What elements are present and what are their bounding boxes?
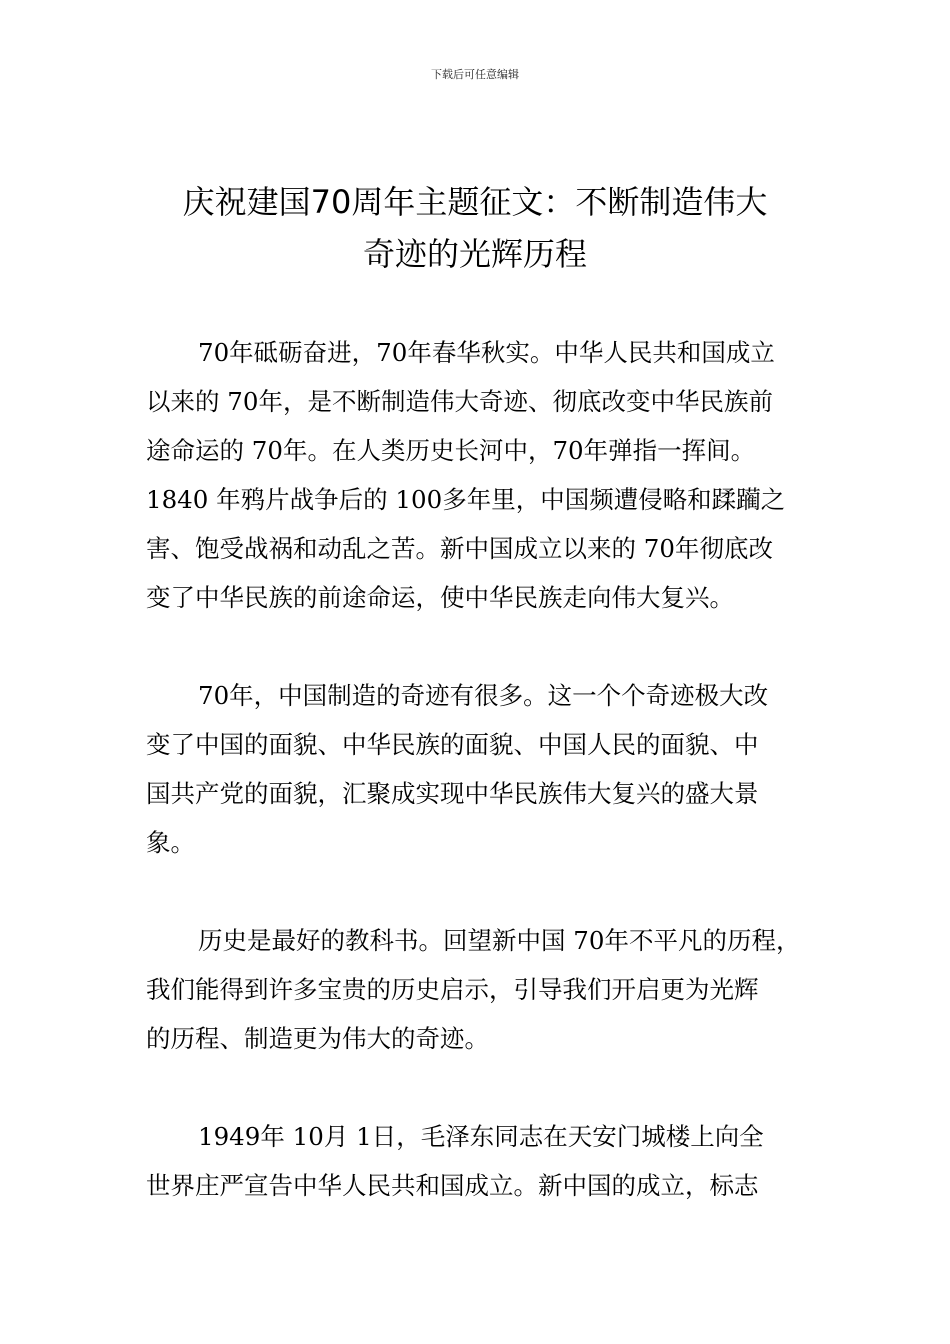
text-line: 1949年 10月 1日，毛泽东同志在天安门城楼上向全 — [198, 1122, 764, 1151]
text-line: 象。 — [146, 828, 195, 857]
text-line: 70年砥砺奋进，70年春华秋实。中华人民共和国成立 — [198, 338, 775, 367]
header-note: 下载后可任意编辑 — [431, 68, 519, 81]
document-title — [130, 176, 820, 280]
paragraph-3 — [146, 916, 810, 1063]
text-line: 世界庄严宣告中华人民共和国成立。新中国的成立，标志 — [146, 1171, 759, 1200]
paragraph-2 — [146, 671, 810, 867]
paragraph-1 — [146, 328, 810, 622]
title-line: 庆祝建国70周年主题征文：不断制造伟大 — [182, 183, 768, 221]
text-line: 变了中华民族的前途命运，使中华民族走向伟大复兴。 — [146, 583, 734, 612]
text-line: 的历程、制造更为伟大的奇迹。 — [146, 1024, 489, 1053]
text-line: 途命运的 70年。在人类历史长河中，70年弹指一挥间。 — [146, 436, 756, 465]
title-line: 奇迹的光辉历程 — [362, 235, 587, 273]
document-body — [146, 328, 810, 1259]
text-line: 变了中国的面貌、中华民族的面貌、中国人民的面貌、中 — [146, 730, 759, 759]
text-line: 害、饱受战祸和动乱之苦。新中国成立以来的 70年彻底改 — [146, 534, 773, 563]
text-line: 1840 年鸦片战争后的 100多年里，中国频遭侵略和蹂躏之 — [146, 485, 786, 514]
text-line: 以来的 70年，是不断制造伟大奇迹、彻底改变中华民族前 — [146, 387, 773, 416]
text-line: 70年，中国制造的奇迹有很多。这一个个奇迹极大改 — [198, 681, 769, 710]
paragraph-4 — [146, 1112, 810, 1210]
text-line: 国共产党的面貌，汇聚成实现中华民族伟大复兴的盛大景 — [146, 779, 759, 808]
text-line: 历史是最好的教科书。回望新中国 70年不平凡的历程， — [198, 926, 801, 955]
text-line: 我们能得到许多宝贵的历史启示，引导我们开启更为光辉 — [146, 975, 759, 1004]
